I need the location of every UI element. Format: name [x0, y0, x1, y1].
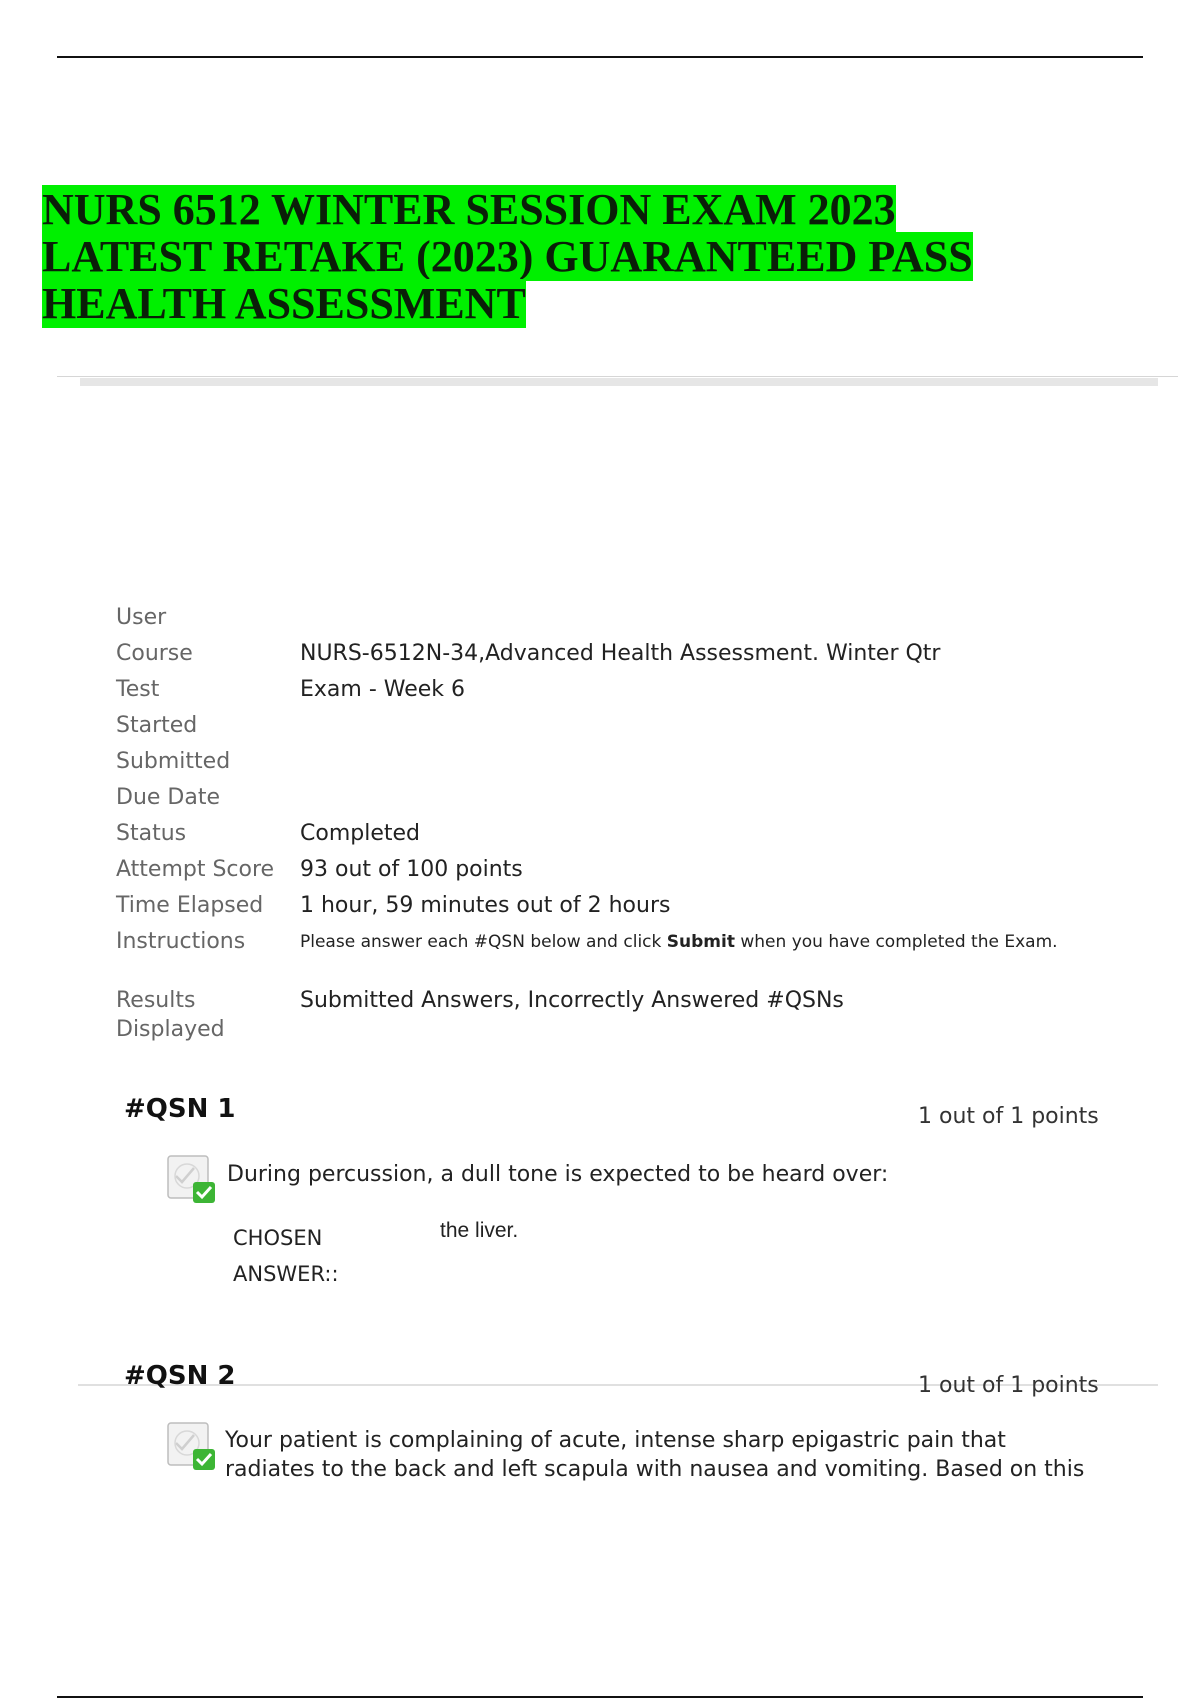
question-2-points: 1 out of 1 points: [918, 1373, 1099, 1398]
question-2-text-line1: Your patient is complaining of acute, intense sharp epigastric pain that: [225, 1428, 1006, 1453]
chosen-label-line1: CHOSEN: [233, 1226, 323, 1250]
submit-keyword: Submit: [666, 932, 735, 952]
question-2-text: [225, 1426, 1125, 1484]
results-displayed-value: Submitted Answers, Incorrectly Answered #QSNs: [300, 988, 844, 1013]
user-label: User: [116, 605, 167, 630]
top-rule: [57, 56, 1143, 58]
attempt-score-row: [116, 852, 1076, 888]
submitted-row: [116, 744, 1076, 780]
test-value: Exam - Week 6: [300, 677, 466, 702]
started-label: Started: [116, 713, 198, 738]
chosen-answer-value: the liver.: [440, 1219, 519, 1242]
test-label: Test: [116, 677, 160, 702]
results-displayed-row: [116, 986, 1076, 1044]
section-divider-line: [57, 376, 1178, 377]
question-2-title: #QSN 2: [124, 1361, 236, 1391]
correct-check-icon: [166, 1421, 218, 1473]
question-1-points: 1 out of 1 points: [918, 1104, 1099, 1129]
course-label: Course: [116, 641, 193, 666]
attempt-details: [116, 600, 1076, 1044]
chosen-label-line2: ANSWER::: [233, 1262, 339, 1286]
user-row: [116, 600, 1076, 636]
results-displayed-label: [116, 986, 300, 1044]
submitted-label: Submitted: [116, 749, 231, 774]
attempt-score-value: 93 out of 100 points: [300, 857, 523, 882]
attempt-score-label: Attempt Score: [116, 857, 275, 882]
question-2-text-line2: radiates to the back and left scapula with nausea and vomiting. Based on this: [225, 1457, 1085, 1482]
test-row: [116, 672, 1076, 708]
bottom-rule: [57, 1696, 1143, 1698]
chosen-answer-label: [233, 1220, 339, 1292]
time-elapsed-value: 1 hour, 59 minutes out of 2 hours: [300, 893, 671, 918]
instructions-label: Instructions: [116, 929, 246, 954]
question-1-text: During percussion, a dull tone is expected to be heard over:: [227, 1162, 889, 1187]
due-date-label: Due Date: [116, 785, 220, 810]
section-divider-bar: [80, 378, 1158, 386]
instructions-pre: Please answer each #QSN below and click: [300, 932, 667, 952]
document-title: [42, 186, 1022, 327]
instructions-text: [300, 924, 1058, 960]
course-value: NURS-6512N-34,Advanced Health Assessment. Winter Qtr: [300, 641, 941, 666]
course-row: [116, 636, 1076, 672]
status-value: Completed: [300, 821, 420, 846]
time-elapsed-row: [116, 888, 1076, 924]
results-label-line2: Displayed: [116, 1017, 225, 1042]
correct-check-icon: [166, 1154, 218, 1206]
started-row: [116, 708, 1076, 744]
instructions-post: when you have completed the Exam.: [734, 932, 1058, 952]
instructions-row: [116, 924, 1076, 960]
time-elapsed-label: Time Elapsed: [116, 893, 264, 918]
status-label: Status: [116, 821, 187, 846]
status-row: [116, 816, 1076, 852]
due-date-row: [116, 780, 1076, 816]
results-label-line1: Results: [116, 988, 196, 1013]
question-1-title: #QSN 1: [124, 1094, 236, 1124]
title-highlight: NURS 6512 WINTER SESSION EXAM 2023 LATEST RETAKE (2023) GUARANTEED PASS HEALTH ASSESSMENT: [42, 185, 973, 328]
